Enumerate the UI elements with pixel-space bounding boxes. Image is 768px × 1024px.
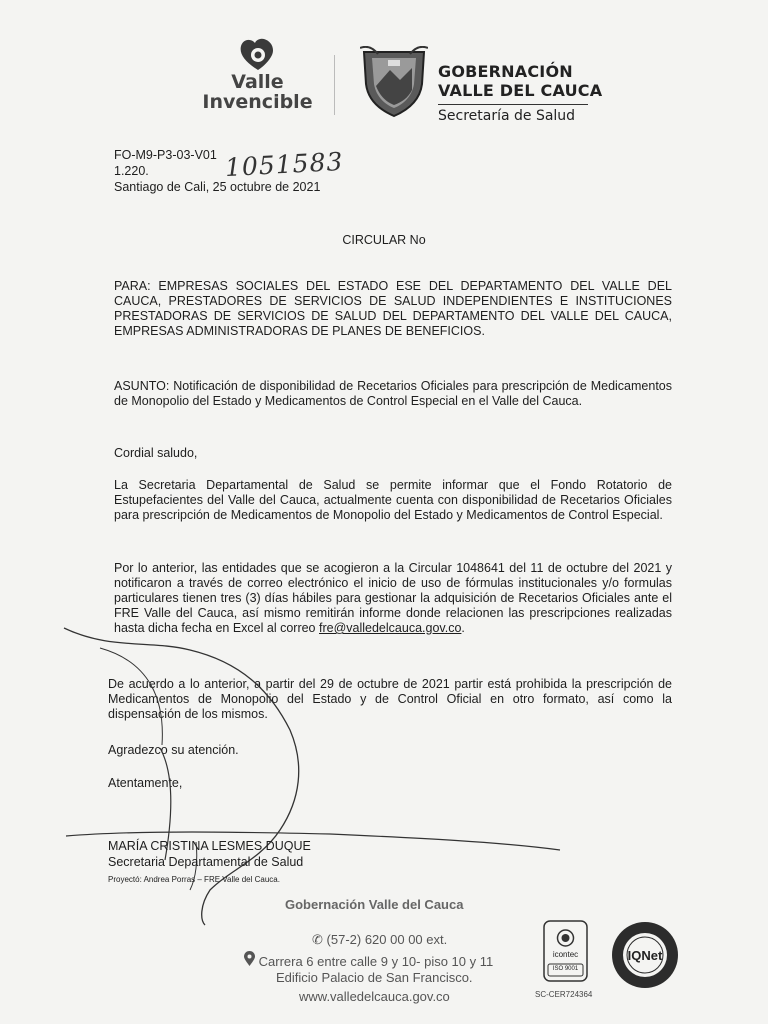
location-pin-icon	[244, 951, 255, 969]
icontec-label: icontec	[552, 950, 579, 959]
thanks: Agradezco su atención.	[108, 743, 239, 757]
closing: Atentamente,	[108, 776, 183, 790]
gov-line-secretaria: Secretaría de Salud	[438, 104, 588, 125]
signer-name: MARÍA CRISTINA LESMES DUQUE	[108, 839, 311, 853]
circular-title: CIRCULAR No	[342, 233, 426, 247]
greeting: Cordial saludo,	[114, 446, 198, 460]
asunto: ASUNTO: Notificación de disponibilidad de Recetarios Oficiales para prescripción de Medicamentos de Monopolio del Estado y Medicamentos de Control Especial en el Valle del Cauca.	[114, 379, 672, 408]
doc-code: FO-M9-P3-03-V01	[114, 148, 217, 162]
email-link[interactable]: fre@valledelcauca.gov.co	[319, 621, 462, 635]
footer-building: Edificio Palacio de San Francisco.	[276, 970, 473, 985]
footer-address	[244, 951, 493, 969]
footer-phone-text: (57-2) 620 00 00 ext.	[326, 932, 448, 947]
gov-line-valle: VALLE DEL CAUCA	[438, 81, 603, 100]
footer-address-text: Carrera 6 entre calle 9 y 10- piso 10 y 11	[258, 954, 494, 969]
iqnet-seal	[610, 920, 680, 995]
signer-role: Secretaria Departamental de Salud	[108, 855, 304, 869]
footer-phone	[312, 932, 447, 948]
paragraph-1: La Secretaria Departamental de Salud se permite informar que el Fondo Rotatorio de Estupefacientes del Valle del Cauca, actualmente cuenta con disponibilidad de Recetarios Oficiales para prescripción de Medicamentos de Monopolio del Estado y Medicamentos de Control Especial.	[114, 478, 672, 522]
certificate-number: SC-CER724364	[535, 990, 593, 999]
phone-icon: ✆	[312, 932, 323, 947]
place-date: Santiago de Cali, 25 octubre de 2021	[114, 180, 321, 194]
project-note: Proyectó: Andrea Porras – FRE Valle del Cauca.	[108, 875, 280, 884]
handwritten-number: 1051583	[224, 146, 345, 183]
para-recipients: PARA: EMPRESAS SOCIALES DEL ESTADO ESE DEL DEPARTAMENTO DEL VALLE DEL CAUCA, PRESTADORES DE SERVICIOS DE SALUD INDEPENDIENTES E INSTITUCIONES PRESTADORAS DE SERVICIOS DE SALUD DEL DEPARTAMENTO DEL VALLE DEL CAUCA, EMPRESAS ADMINISTRADORAS DE PLANES DE BENEFICIOS.	[114, 279, 672, 338]
logo-line-valle: Valle	[231, 71, 284, 93]
gov-line-gobernacion: GOBERNACIÓN	[438, 62, 573, 81]
iqnet-label: IQNet	[627, 948, 663, 963]
paragraph-2-end: .	[461, 621, 465, 635]
icontec-seal	[543, 920, 588, 987]
icontec-iso: ISO 9001	[552, 966, 579, 972]
paragraph-3: De acuerdo a lo anterior, a partir del 29 de octubre de 2021 partir está prohibida la prescripción de Medicamentos de Monopolio del Estado y de Control Oficial en otro formato, así como la dispensación de los mismos.	[108, 677, 672, 721]
paragraph-2-text: Por lo anterior, las entidades que se acogieron a la Circular 1048641 del 11 de octubre del 2021 y notificaron a través de correo electrónico el inicio de uso de fórmulas institucionales y/o formulas particulares tienen tres (3) días hábiles para gestionar la adquisición de Recetarios Oficiales ante el FRE Valle del Cauca, así mismo remitirán informe donde relacionen las prescripciones realizadas hasta dicha fecha en Excel al correo	[114, 561, 672, 635]
logo-line-invencible: Invencible	[202, 91, 313, 113]
footer-title: Gobernación Valle del Cauca	[285, 897, 464, 912]
footer-website[interactable]: www.valledelcauca.gov.co	[299, 989, 450, 1004]
doc-ref: 1.220.	[114, 164, 149, 178]
